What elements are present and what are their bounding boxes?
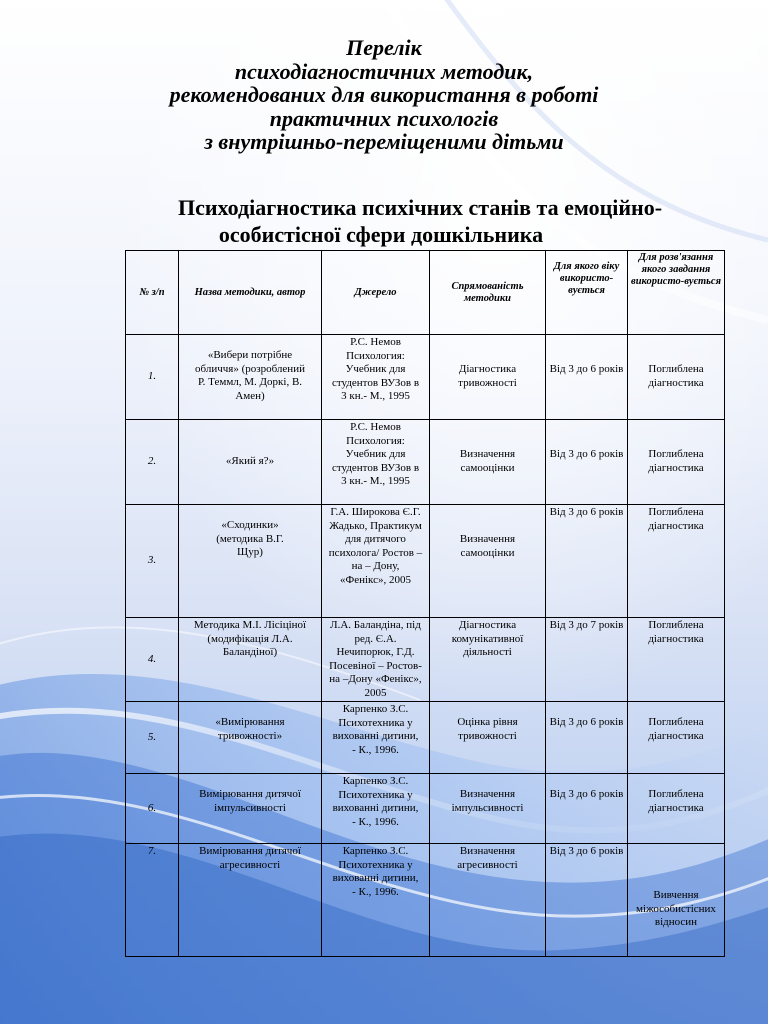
header-name: Назва методики, автор bbox=[179, 251, 322, 335]
row-num: 4. bbox=[126, 618, 179, 702]
title-line: з внутрішньо-переміщеними дітьми bbox=[204, 129, 564, 154]
table-row bbox=[126, 774, 725, 844]
row-direction: Визначення самооцінки bbox=[430, 420, 546, 505]
row-source: Р.С. Немов Психология: Учебник для студентов ВУЗов в 3 кн.- М., 1995 bbox=[322, 335, 430, 420]
row-name: «Вимірювання тривожності» bbox=[179, 702, 322, 774]
row-direction: Діагностика тривожності bbox=[430, 335, 546, 420]
header-num: № з/п bbox=[126, 251, 179, 335]
row-num: 6. bbox=[126, 774, 179, 844]
document-title bbox=[0, 36, 768, 154]
table-header-row bbox=[126, 251, 725, 335]
table-row bbox=[126, 420, 725, 505]
table-row bbox=[126, 335, 725, 420]
row-task: Поглиблена діагностика bbox=[628, 420, 725, 505]
title-line: рекомендованих для використання в роботі bbox=[169, 82, 599, 107]
row-name: «Сходинки» (методика В.Г. Щур) bbox=[179, 505, 322, 618]
header-source: Джерело bbox=[322, 251, 430, 335]
section-heading bbox=[0, 194, 768, 248]
row-name: Вимірювання дитячої імпульсивності bbox=[179, 774, 322, 844]
header-task: Для розв'язання якого завдання використо-вується bbox=[628, 251, 725, 335]
row-task: Поглиблена діагностика bbox=[628, 774, 725, 844]
header-direction: Спрямованість методики bbox=[430, 251, 546, 335]
title-line: практичних психологів bbox=[269, 105, 499, 131]
row-num: 7. bbox=[126, 844, 179, 957]
row-direction: Визначення самооцінки bbox=[430, 505, 546, 618]
row-task: Поглиблена діагностика bbox=[628, 505, 725, 618]
row-task: Поглиблена діагностика bbox=[628, 702, 725, 774]
section-heading-line: Психодіагностика психічних станів та емоційно- bbox=[177, 195, 663, 220]
row-direction: Визначення імпульсивності bbox=[430, 774, 546, 844]
row-source: Р.С. Немов Психология: Учебник для студентов ВУЗов в 3 кн.- М., 1995 bbox=[322, 420, 430, 505]
row-source: Г.А. Широкова Є.Г. Жадько, Практикум для дитячого психолога/ Ростов –на – Дону, «Фенікс», 2005 bbox=[322, 505, 430, 618]
section-heading-line: особистісної сфери дошкільника bbox=[218, 222, 544, 247]
table-row bbox=[126, 702, 725, 774]
row-num: 2. bbox=[126, 420, 179, 505]
row-source: Карпенко З.С. Психотехника у вихованні дитини, - К., 1996. bbox=[322, 844, 430, 957]
row-num: 1. bbox=[126, 335, 179, 420]
row-source: Л.А. Баландіна, під ред. Є.А. Нечипорюк, Г.Д. Посевіної – Ростов-на –Дону «Фенікс», 2005 bbox=[322, 618, 430, 702]
row-name: Методика М.І. Лісіціної (модифікація Л.А. Баландіної) bbox=[179, 618, 322, 702]
table-row bbox=[126, 618, 725, 702]
row-age: Від 3 до 6 років bbox=[546, 335, 628, 420]
row-direction: Оцінка рівня тривожності bbox=[430, 702, 546, 774]
row-name: «Вибери потрібне обличчя» (розроблений Р. Теммл, М. Доркі, В. Амен) bbox=[179, 335, 322, 420]
title-line: Перелік bbox=[346, 35, 422, 60]
methods-table bbox=[125, 250, 725, 957]
row-task: Поглиблена діагностика bbox=[628, 335, 725, 420]
row-num: 5. bbox=[126, 702, 179, 774]
row-task: Вивчення міжособистісних відносин bbox=[628, 844, 725, 957]
table-row bbox=[126, 844, 725, 957]
row-task: Поглиблена діагностика bbox=[628, 618, 725, 702]
row-source: Карпенко З.С. Психотехника у вихованні дитини, - К., 1996. bbox=[322, 702, 430, 774]
title-line: психодіагностичних методик, bbox=[234, 58, 534, 84]
row-num: 3. bbox=[126, 505, 179, 618]
row-direction: Діагностика комунікативної діяльності bbox=[430, 618, 546, 702]
row-age: Від 3 до 7 років bbox=[546, 618, 628, 702]
row-name: Вимірювання дитячої агресивності bbox=[179, 844, 322, 957]
row-age: Від 3 до 6 років bbox=[546, 774, 628, 844]
row-name: «Який я?» bbox=[179, 420, 322, 505]
table-row bbox=[126, 505, 725, 618]
row-source: Карпенко З.С. Психотехника у вихованні дитини, - К., 1996. bbox=[322, 774, 430, 844]
row-age: Від 3 до 6 років bbox=[546, 844, 628, 957]
row-age: Від 3 до 6 років bbox=[546, 702, 628, 774]
row-direction: Визначення агресивності bbox=[430, 844, 546, 957]
row-age: Від 3 до 6 років bbox=[546, 420, 628, 505]
row-age: Від 3 до 6 років bbox=[546, 505, 628, 618]
header-age: Для якого віку використо-вується bbox=[546, 251, 628, 335]
